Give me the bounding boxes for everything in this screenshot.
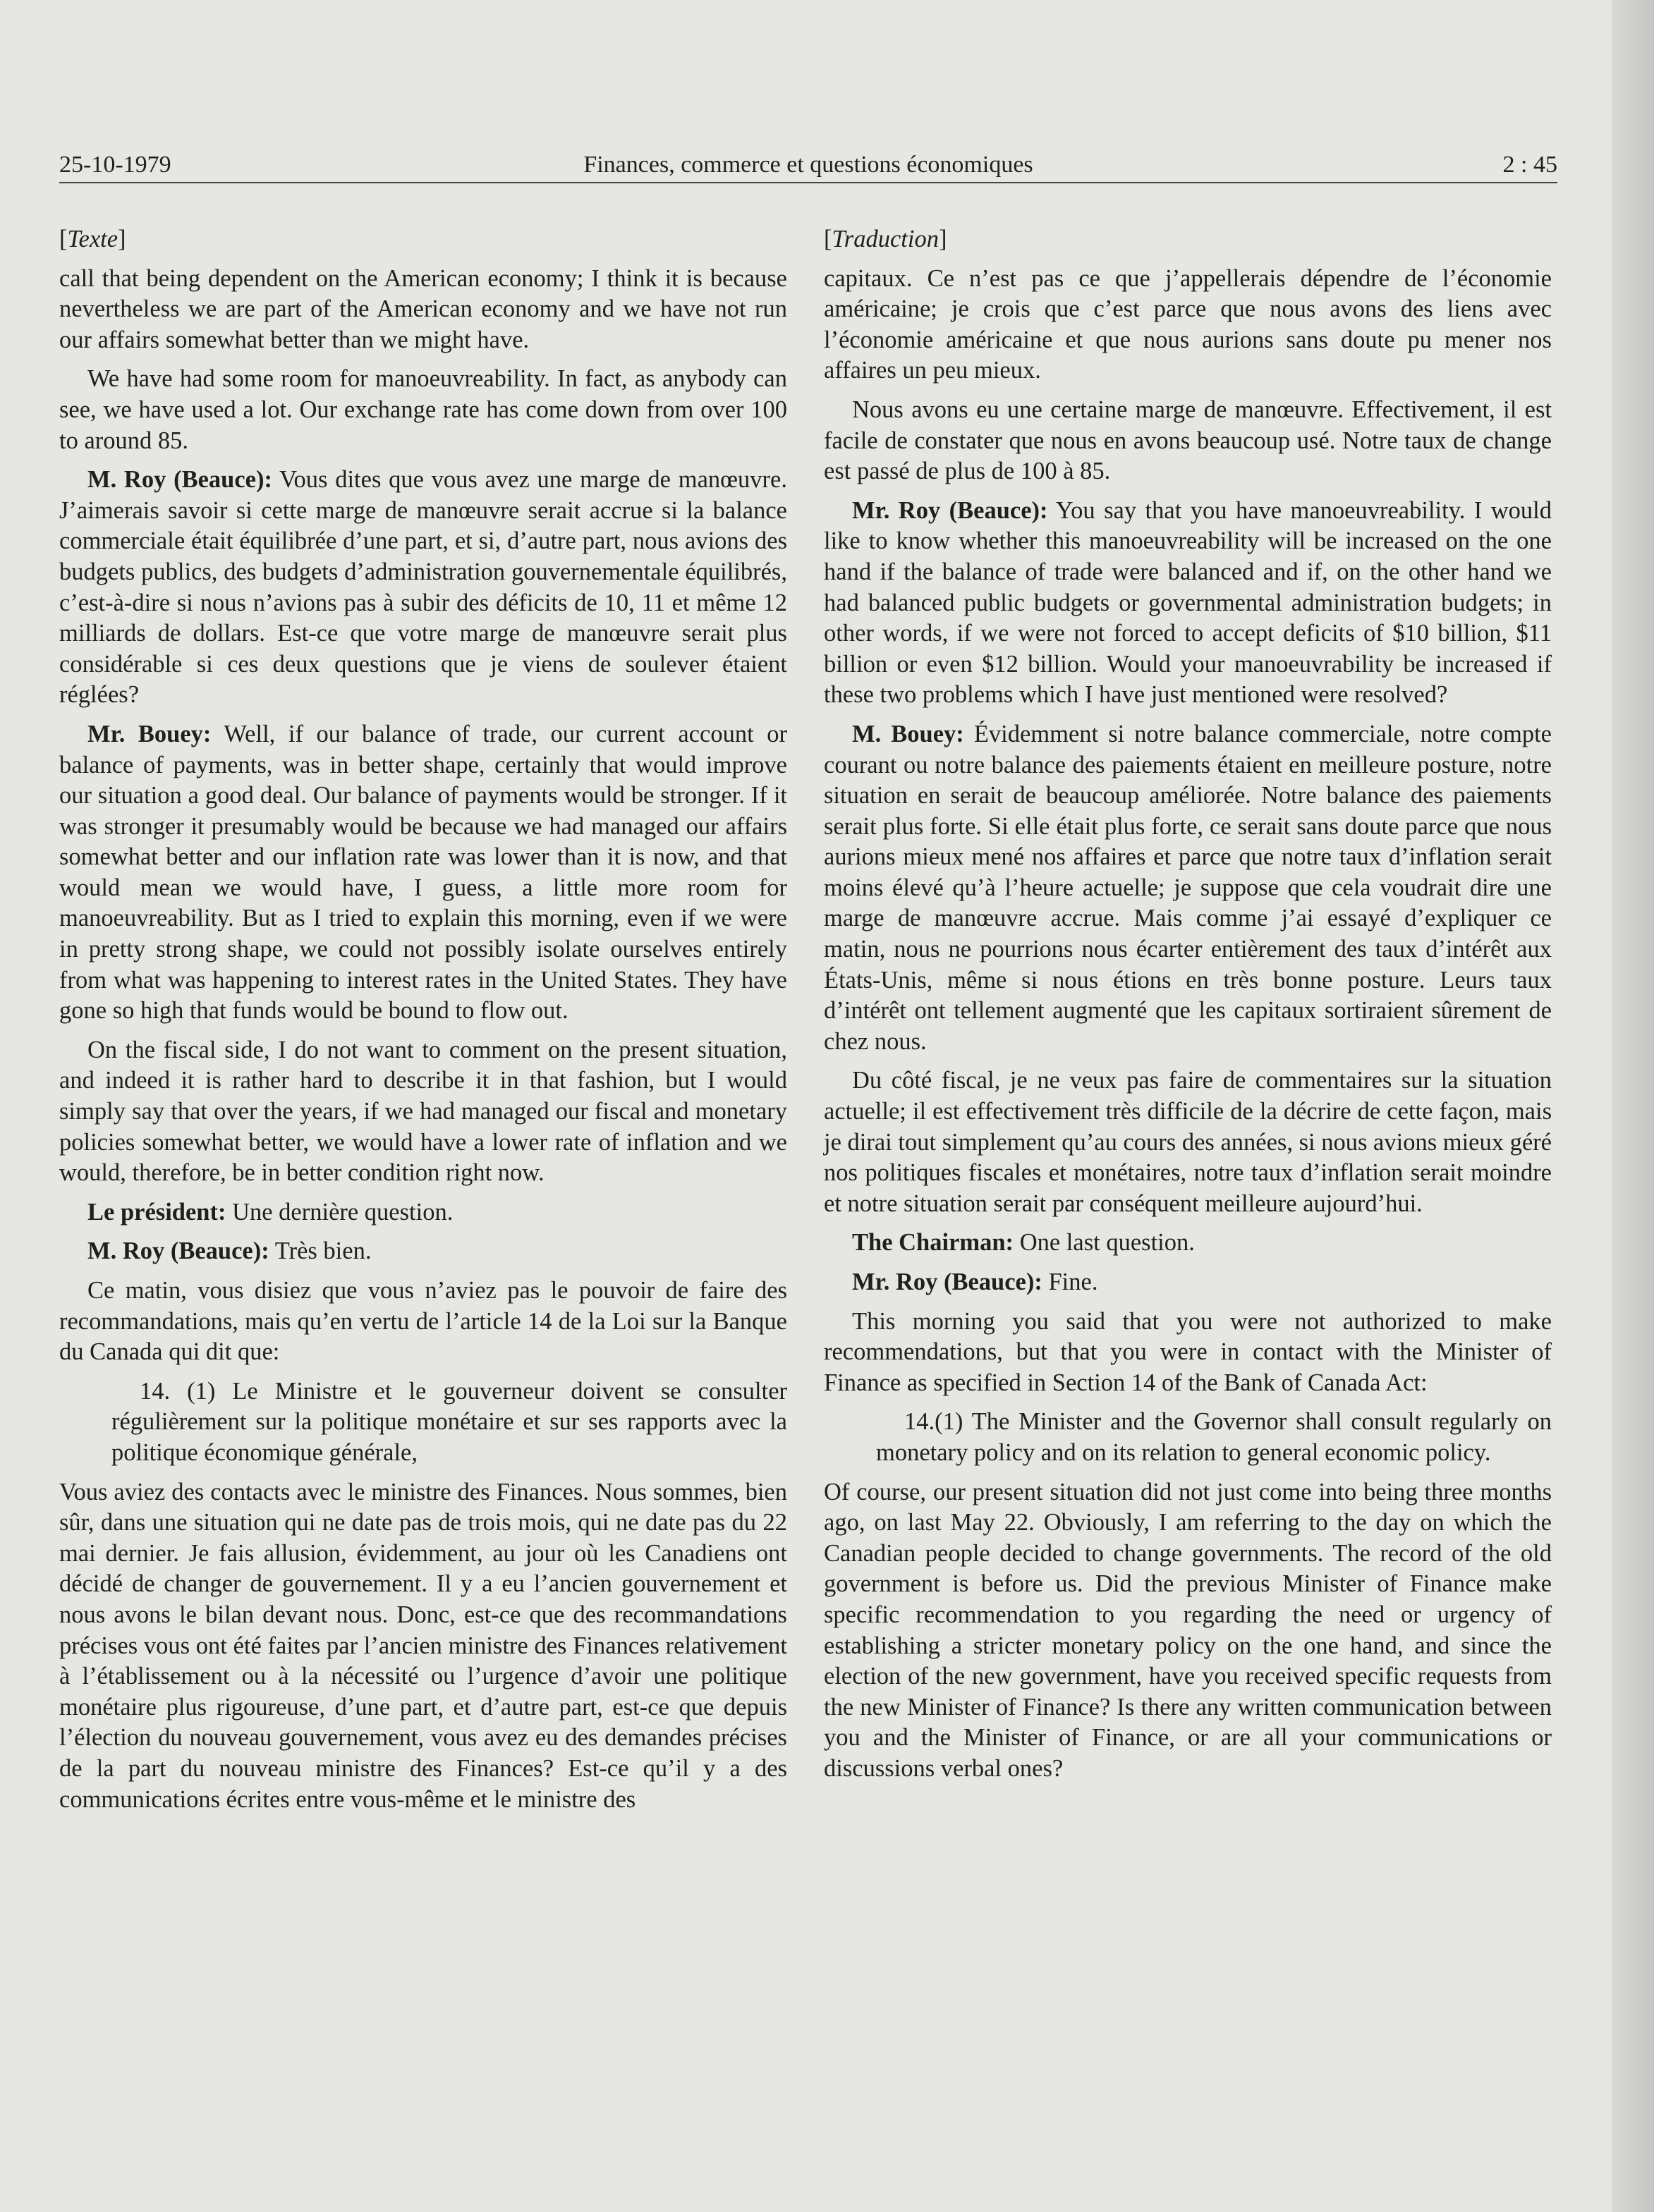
speaker-name: Mr. Bouey: — [87, 720, 212, 747]
speech-paragraph: Mr. Bouey: Well, if our balance of trade, our current account or balance of payments, was in better shape, certainly that would improve our situation a good deal. Our balance of payments would be stronger. If it was stronger it presumably would be because we had managed our affairs somewhat better and our inflation rate was lower than it is now, and that would mean we would have, I guess, a little more room for manoeuvreability. But as I tried to explain this morning, even if we were in pretty strong shape, we could not possibly isolate ourselves entirely from what was happening to interest rates in the United States. They have gone so high that funds would be bound to flow out. — [59, 720, 787, 1025]
statute-quote: 14.(1) The Minister and the Governor shall consult regularly on monetary policy and on its relation to general economic policy. — [876, 1408, 1552, 1466]
speaker-name: M. Roy (Beauce): — [87, 1238, 269, 1265]
header-page-number: 2 : 45 — [1502, 152, 1557, 178]
header-date: 25-10-1979 — [59, 152, 171, 178]
paragraph: On the fiscal side, I do not want to comment on the present situation, and indeed it is rather hard to describe it in that fashion, but I would simply say that over the years, if we had managed our fiscal and monetary policies somewhat better, we would have a lower rate of inflation and we would, therefore, be in better condition right now. — [59, 1036, 787, 1187]
paragraph: Vous aviez des contacts avec le ministre des Finances. Nous sommes, bien sûr, dans une situation qui ne date pas de trois mois, qui ne date pas du 22 mai dernier. Je fais allusion, évidemment, au jour où les Canadiens ont décidé de changer de gouvernement. Il y a eu l’ancien gouvernement et nous avons le bilan devant nous. Donc, est-ce que des recommandations précises vous ont été faites par l’ancien ministre des Finances relativement à l’établissement ou à la nécessité ou l’urgence d’avoir une politique monétaire plus rigoureuse, d’une part, et d’autre part, est-ce que depuis l’élection du nouveau gouvernement, vous avez eu des demandes précises de la part du nouveau ministre des Finances? Est-ce qu’il y a des communications écrites entre vous-même et le ministre des — [59, 1478, 787, 1813]
paragraph: Of course, our present situation did not just come into being three months ago, on last May 22. Obviously, I am referring to the day on which the Canadian people decided to change governments. The record of the old government is before us. Did the previous Minister of Finance make specific recommendation to you regarding the need or urgency of establishing a stricter monetary policy on the one hand, and since the election of the new government, have you received specific requests from the new Minister of Finance? Is there any written communication between you and the Minister of Finance, or are all your communications or discussions verbal ones? — [824, 1478, 1552, 1782]
header-title: Finances, commerce et questions économiques — [583, 152, 1033, 178]
speech-paragraph: Mr. Roy (Beauce): You say that you have manoeuvreability. I would like to know whether this manoeuvreability will be increased on the one hand if the balance of trade were balanced and if, on the other hand we had balanced public budgets or governmental administration budgets; in other words, if we were not forced to accept deficits of $10 billion, $11 billion or even $12 billion. Would your manoeuvrability be increased if these two problems which I have just mentioned were resolved? — [824, 496, 1552, 709]
speaker-name: Le président: — [87, 1198, 226, 1226]
paragraph: Ce matin, vous disiez que vous n’aviez pas le pouvoir de faire des recommandations, mais qu’en vertu de l’article 14 de la Loi sur la Banque du Canada qui dit que: — [59, 1277, 787, 1366]
speaker-name: M. Roy (Beauce): — [87, 466, 272, 494]
paragraph: Nous avons eu une certaine marge de manœuvre. Effectivement, il est facile de constater que nous en avons beaucoup usé. Notre taux de change est passé de plus de 100 à 85. — [824, 396, 1552, 485]
speech-paragraph: Le président: Une dernière question. — [87, 1198, 454, 1226]
speaker-name: Mr. Roy (Beauce): — [852, 496, 1048, 524]
speech-paragraph: M. Roy (Beauce): Vous dites que vous avez une marge de manœuvre. J’aimerais savoir si cette marge de manœuvre serait accrue si la balance commerciale était équilibrée d’une part, et si, d’autre part, nous avions des budgets publics, des budgets d’administration gouvernementale équilibrés, c’est-à-dire si nous n’avions pas à subir des déficits de 10, 11 et même 12 milliards de dollars. Est-ce que votre marge de manœuvre serait plus considérable si ces deux questions que je viens de soulever étaient réglées? — [59, 466, 787, 709]
page-edge-shadow — [1612, 0, 1654, 2212]
section-marker-traduction: [Traduction] — [824, 226, 947, 252]
speaker-name: The Chairman: — [852, 1229, 1014, 1257]
paragraph: capitaux. Ce n’est pas ce que j’appellerais dépendre de l’économie américaine; je crois que c’est parce que nous avons des liens avec l’économie américaine et que nous aurions sans doute pu mener nos affaires un peu mieux. — [824, 264, 1552, 384]
paragraph: call that being dependent on the American economy; I think it is because nevertheless we are part of the American economy and we have not run our affairs somewhat better than we might have. — [59, 264, 787, 353]
page-header — [59, 148, 1557, 183]
paragraph: Du côté fiscal, je ne veux pas faire de commentaires sur la situation actuelle; il est effectivement très difficile de la décrire de cette façon, mais je dirai tout simplement qu’au cours des années, si nous avions mieux géré nos politiques fiscales et monétaires, notre taux d’inflation serait moindre et notre situation serait par conséquent meilleure aujourd’hui. — [824, 1067, 1552, 1217]
speech-paragraph: The Chairman: One last question. — [852, 1229, 1195, 1257]
left-column-english-original — [59, 224, 787, 1823]
statute-quote: 14. (1) Le Ministre et le gouverneur doivent se consulter régulièrement sur la politique monétaire et sur ses rapports avec la politique économique générale, — [111, 1377, 787, 1466]
paragraph: We have had some room for manoeuvreability. In fact, as anybody can see, we have used a lot. Our exchange rate has come down from over 100 to around 85. — [59, 365, 787, 454]
right-column-translation — [824, 224, 1552, 1793]
speaker-name: M. Bouey: — [852, 720, 964, 747]
paragraph: This morning you said that you were not authorized to make recommendations, but that you were in contact with the Minister of Finance as specified in Section 14 of the Bank of Canada Act: — [824, 1307, 1552, 1396]
section-marker-texte: [Texte] — [59, 226, 126, 252]
speech-paragraph: Mr. Roy (Beauce): Fine. — [852, 1269, 1098, 1295]
speech-paragraph: M. Roy (Beauce): Très bien. — [87, 1238, 372, 1265]
speech-paragraph: M. Bouey: Évidemment si notre balance commerciale, notre compte courant ou notre balance des paiements étaient en meilleure posture, notre situation en serait de beaucoup améliorée. Notre balance des paiements serait plus forte. Si elle était plus forte, ce serait sans doute parce que nous aurions mieux mené nos affaires et parce que notre taux d’inflation serait moins élevé qu’à l’heure actuelle; je suppose que cela voudrait dire une marge de manœuvre accrue. Mais comme j’ai essayé d’expliquer ce matin, nous ne pourrions nous écarter entièrement des taux d’intérêt aux États-Unis, même si nous étions en très bonne posture. Leurs taux d’intérêt ont tellement augmenté que les capitaux sortiraient sûrement de chez nous. — [824, 720, 1552, 1055]
speaker-name: Mr. Roy (Beauce): — [852, 1269, 1042, 1295]
